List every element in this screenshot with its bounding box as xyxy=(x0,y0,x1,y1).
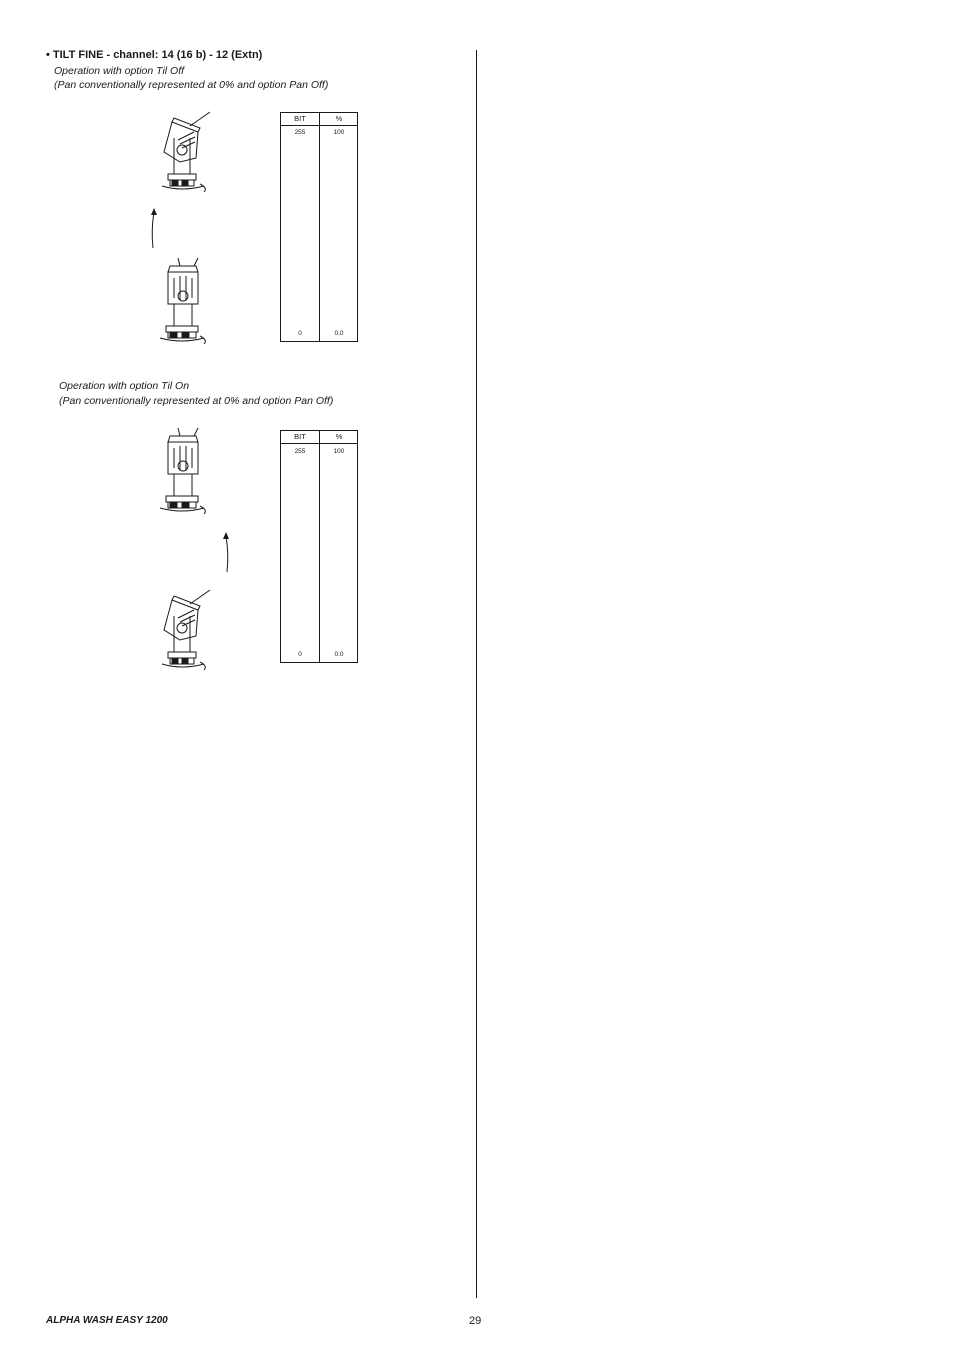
block1-option-line: Operation with option Til Off xyxy=(54,65,185,77)
column-header-bit: BIT xyxy=(294,114,306,123)
percent-min-value: 0.0 xyxy=(334,651,344,658)
moving-head-fixture-icon xyxy=(150,588,220,673)
column-header-bit: BIT xyxy=(294,432,306,441)
bit-min-value: 0 xyxy=(298,651,302,658)
bit-min-value: 0 xyxy=(298,330,302,337)
dmx-value-table xyxy=(280,430,358,663)
column-divider xyxy=(319,113,320,341)
page-number: 29 xyxy=(469,1315,482,1327)
block2-option-line: Operation with option Til On xyxy=(59,380,190,392)
column-header-percent: % xyxy=(335,114,343,123)
section-heading: • TILT FINE - channel: 14 (16 b) - 12 (Extn) xyxy=(46,49,263,61)
footer-product-name: ALPHA WASH EASY 1200 xyxy=(46,1315,168,1326)
column-divider-line xyxy=(476,50,477,1298)
percent-min-value: 0.0 xyxy=(334,330,344,337)
moving-head-fixture-icon xyxy=(152,428,218,516)
column-header-percent: % xyxy=(335,432,343,441)
moving-head-fixture-icon xyxy=(150,110,220,195)
bit-max-value: 255 xyxy=(294,129,306,136)
curved-arrow-up-icon xyxy=(146,206,162,250)
percent-max-value: 100 xyxy=(333,129,345,136)
percent-max-value: 100 xyxy=(333,448,345,455)
dmx-value-table xyxy=(280,112,358,342)
column-divider xyxy=(319,431,320,662)
block1-note-line: (Pan conventionally represented at 0% and option Pan Off) xyxy=(54,79,329,91)
moving-head-fixture-icon xyxy=(152,258,218,346)
curved-arrow-up-icon xyxy=(218,530,234,574)
bit-max-value: 255 xyxy=(294,448,306,455)
block2-note-line: (Pan conventionally represented at 0% and option Pan Off) xyxy=(59,395,334,407)
